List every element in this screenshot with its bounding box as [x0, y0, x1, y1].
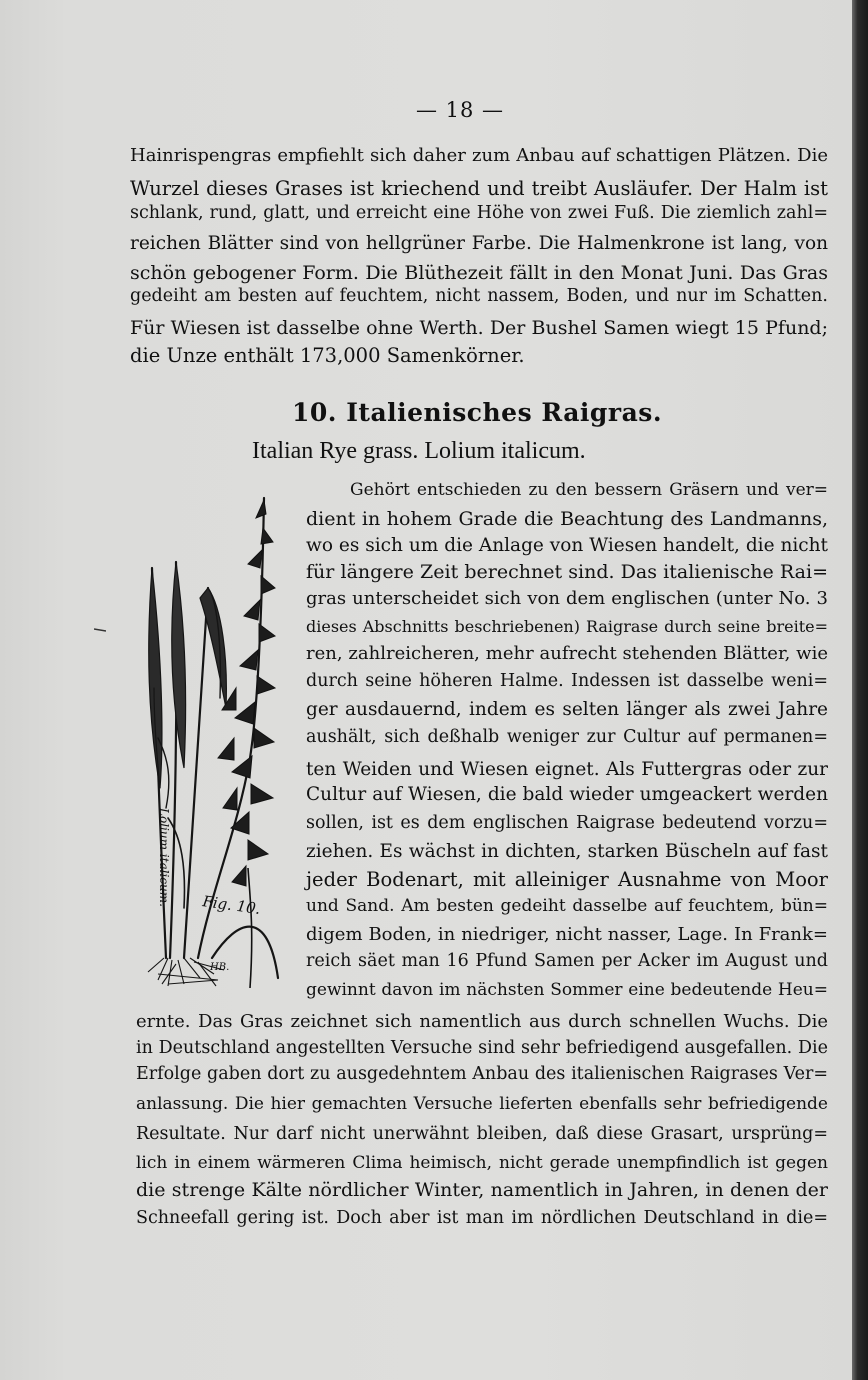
text-line: schön gebogener Form. Die Blüthezeit fällt in den Monat Juni. Das Gras: [130, 262, 828, 284]
text-line: gras unterscheidet sich von dem englischen (unter No. 3: [306, 588, 828, 609]
text-line: Wurzel dieses Grases ist kriechend und treibt Ausläufer. Der Halm ist: [130, 177, 828, 200]
text-line: ger ausdauernd, indem es selten länger als zwei Jahre: [306, 699, 828, 720]
text-line: gedeiht am besten auf feuchtem, nicht nassem, Boden, und nur im Schatten.: [130, 286, 828, 306]
section-subheading: Italian Rye grass. Lolium italicum.: [252, 438, 586, 464]
text-line: wo es sich um die Anlage von Wiesen handelt, die nicht: [306, 535, 828, 556]
text-line: ziehen. Es wächst in dichten, starken Büscheln auf fast: [306, 841, 828, 862]
engraver-mark: HB.: [210, 962, 230, 973]
text-line: Für Wiesen ist dasselbe ohne Werth. Der Bushel Samen wiegt 15 Pfund;: [130, 317, 828, 339]
text-line: durch seine höheren Halme. Indessen ist dasselbe weni=: [306, 671, 828, 691]
text-line: und Sand. Am besten gedeiht dasselbe auf feuchtem, bün=: [306, 896, 828, 916]
figure-caption: Fig. 10.: [201, 892, 262, 919]
text-line: anlassung. Die hier gemachten Versuche lieferten ebenfalls sehr befriedigende: [136, 1094, 828, 1114]
page-edge-shadow: [852, 0, 868, 1380]
text-line: dieses Abschnitts beschriebenen) Raigrase durch seine breite=: [306, 617, 828, 636]
page-number: — 18 —: [415, 98, 505, 122]
text-line: jeder Bodenart, mit alleiniger Ausnahme von Moor: [306, 868, 828, 891]
text-line: aushält, sich deßhalb weniger zur Cultur auf permanen=: [306, 727, 828, 747]
text-line: Hainrispengras empfiehlt sich daher zum Anbau auf schattigen Plätzen. Die: [130, 145, 828, 166]
text-line: Erfolge gaben dort zu ausgedehntem Anbau des italienischen Raigrases Ver=: [136, 1064, 828, 1084]
text-line: ernte. Das Gras zeichnet sich namentlich aus durch schnellen Wuchs. Die: [136, 1011, 828, 1032]
text-line: reich säet man 16 Pfund Samen per Acker im August und: [306, 951, 828, 971]
text-line: in Deutschland angestellten Versuche sind sehr befriedigend ausgefallen. Die: [136, 1038, 828, 1058]
text-line: ten Weiden und Wiesen eignet. Als Futtergras oder zur: [306, 759, 828, 780]
plant-label: Lolium italicum.: [157, 808, 171, 907]
section-heading: 10. Italienisches Raigras.: [292, 398, 663, 427]
text-line: dient in hohem Grade die Beachtung des Landmanns,: [306, 508, 828, 530]
text-line: reichen Blätter sind von hellgrüner Farbe. Die Halmenkrone ist lang, von: [130, 233, 828, 254]
text-line: Cultur auf Wiesen, die bald wieder umgeackert werden: [306, 784, 828, 805]
text-line: die strenge Kälte nördlicher Winter, namentlich in Jahren, in denen der: [136, 1179, 828, 1201]
text-line: Gehört entschieden zu den bessern Gräsern und ver=: [350, 480, 828, 500]
text-line: für längere Zeit berechnet sind. Das italienische Rai=: [306, 561, 828, 583]
text-line: ren, zahlreicheren, mehr aufrecht stehenden Blätter, wie: [306, 643, 828, 664]
grass-illustration: [138, 488, 304, 1000]
text-line: die Unze enthält 173,000 Samenkörner.: [130, 344, 525, 367]
text-line: lich in einem wärmeren Clima heimisch, nicht gerade unempfindlich ist gegen: [136, 1153, 828, 1173]
text-line: Resultate. Nur darf nicht unerwähnt bleiben, daß diese Grasart, ursprüng=: [136, 1124, 828, 1144]
text-line: schlank, rund, glatt, und erreicht eine Höhe von zwei Fuß. Die ziemlich zahl=: [130, 203, 828, 223]
text-line: gewinnt davon im nächsten Sommer eine bedeutende Heu=: [306, 980, 828, 1000]
text-line: sollen, ist es dem englischen Raigrase bedeutend vorzu=: [306, 813, 828, 833]
stray-mark: [94, 628, 106, 632]
text-line: digem Boden, in niedriger, nicht nasser, Lage. In Frank=: [306, 924, 828, 945]
text-line: Schneefall gering ist. Doch aber ist man im nördlichen Deutschland in die=: [136, 1208, 828, 1228]
